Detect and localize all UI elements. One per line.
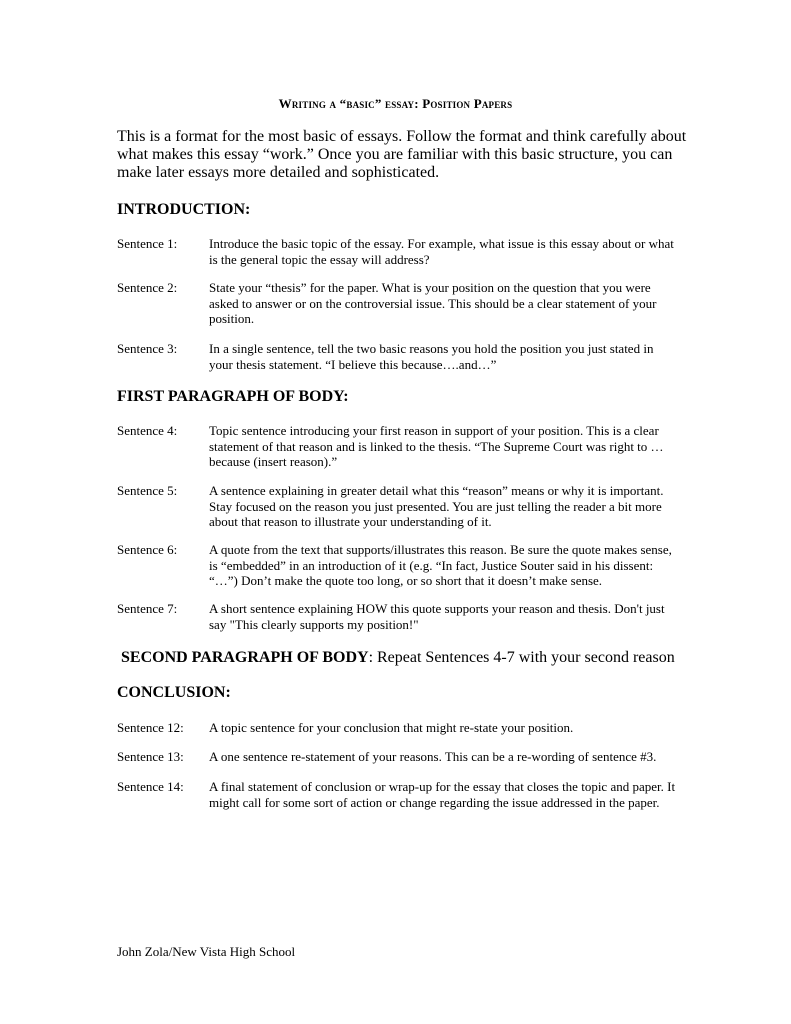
sentence-text: A quote from the text that supports/illustrates this reason. Be sure the quote makes sense, is “embedded” in an introduction of it (e.g. “In fact, Justice Souter said in his dissent: “…”) Don’t make the quote too long, or so short that it doesn’t make sense. bbox=[209, 542, 672, 588]
sentence-label: Sentence 3: bbox=[117, 341, 178, 356]
footer-credit: John Zola/New Vista High School bbox=[117, 944, 296, 959]
sentence-label: Sentence 12: bbox=[117, 720, 184, 735]
document-title: Writing a “basic” essay: Position Papers bbox=[278, 96, 513, 111]
first-body-heading: FIRST PARAGRAPH OF BODY: bbox=[117, 388, 349, 405]
sentence-label: Sentence 1: bbox=[117, 236, 178, 251]
sentence-text: Topic sentence introducing your first reason in support of your position. This is a clear statement of that reason and is linked to the thesis. “The Supreme Court was right to … because (insert reason).” bbox=[209, 423, 664, 469]
sentence-label: Sentence 14: bbox=[117, 779, 184, 794]
sentence-label: Sentence 4: bbox=[117, 423, 178, 438]
sentence-label: Sentence 2: bbox=[117, 280, 178, 295]
sentence-label: Sentence 5: bbox=[117, 483, 178, 498]
second-body-heading-label: SECOND PARAGRAPH OF BODY bbox=[121, 649, 369, 666]
sentence-label: Sentence 6: bbox=[117, 542, 178, 557]
sentence-text: In a single sentence, tell the two basic reasons you hold the position you just stated in your thesis statement. “I believe this because….and…” bbox=[209, 341, 654, 372]
intro-paragraph: This is a format for the most basic of essays. Follow the format and think carefully about what makes this essay “work.” Once you are familiar with this basic structure, you can make later essays more detailed and sophisticated. bbox=[117, 128, 687, 181]
sentence-text: A final statement of conclusion or wrap-up for the essay that closes the topic and paper. It might call for some sort of action or change regarding the issue addressed in the paper. bbox=[209, 779, 676, 810]
sentence-text: A topic sentence for your conclusion that might re-state your position. bbox=[209, 720, 574, 735]
sentence-text: A short sentence explaining HOW this quote supports your reason and thesis. Don't just say "This clearly supports my position!" bbox=[209, 601, 665, 632]
sentence-text: A one sentence re-statement of your reasons. This can be a re-wording of sentence #3. bbox=[209, 749, 657, 764]
second-body-heading bbox=[121, 649, 675, 667]
sentence-label: Sentence 7: bbox=[117, 601, 178, 616]
sentence-text: A sentence explaining in greater detail what this “reason” means or why it is important. Stay focused on the reason you just presented. You are just telling the reader a bit more about that reason to illustrate your understanding of it. bbox=[209, 483, 664, 529]
conclusion-heading: CONCLUSION: bbox=[117, 684, 231, 701]
sentence-text: Introduce the basic topic of the essay. For example, what issue is this essay about or what is the general topic the essay will address? bbox=[209, 236, 674, 267]
second-body-instruction: : Repeat Sentences 4-7 with your second reason bbox=[368, 649, 675, 666]
sentence-label: Sentence 13: bbox=[117, 749, 184, 764]
introduction-heading: INTRODUCTION: bbox=[117, 201, 251, 218]
sentence-text: State your “thesis” for the paper. What is your position on the question that you were asked to answer or on the controversial issue. This should be a clear statement of your position. bbox=[209, 280, 657, 326]
